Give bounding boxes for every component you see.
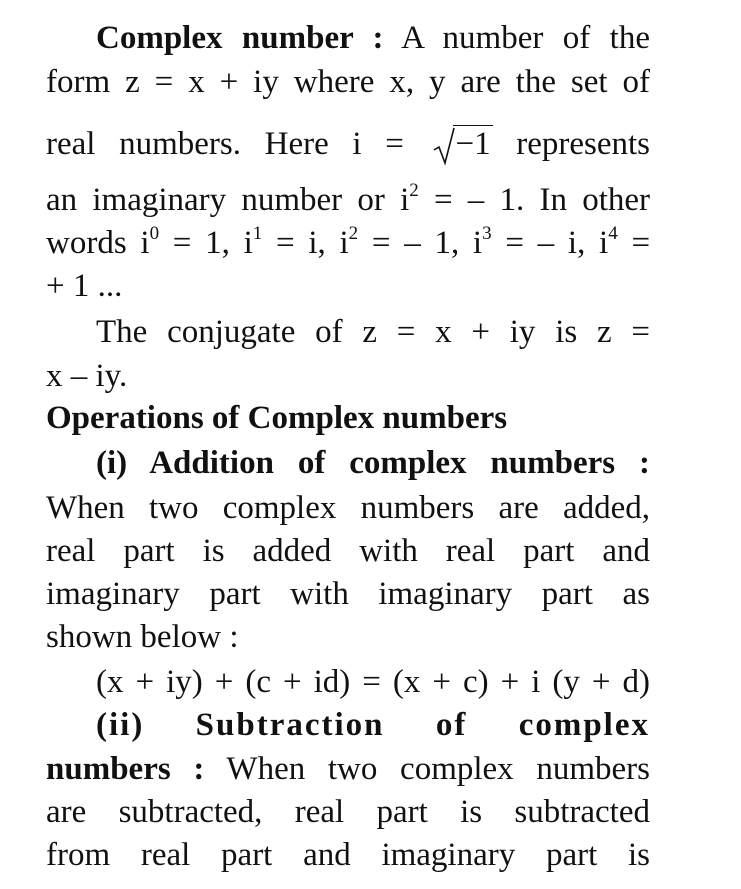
text: represents	[516, 126, 650, 162]
heading-text: Operations of Complex numbers	[46, 400, 508, 436]
paragraph-line	[46, 749, 650, 789]
superscript: 1	[252, 223, 263, 244]
paragraph-line	[46, 124, 650, 164]
paragraph-line: shown below :	[46, 619, 239, 655]
paragraph-line: + 1 ...	[46, 268, 123, 304]
radical-sign-icon	[433, 126, 455, 166]
superscript: 2	[409, 180, 419, 201]
heading-text: (ii) Subtraction of complex	[96, 707, 650, 743]
text: real numbers. Here i =	[46, 126, 404, 162]
formula-addition: (x + iy) + (c + id) = (x + c) + i (y + d)	[96, 664, 650, 700]
paragraph-line: x – iy.	[46, 358, 128, 394]
text: words i	[46, 225, 150, 261]
text: =	[631, 225, 651, 261]
superscript: 0	[149, 223, 160, 244]
text: = – 1, i	[371, 225, 483, 261]
superscript: 4	[608, 223, 618, 244]
heading-text: numbers :	[46, 751, 205, 787]
paragraph-line: form z = x + iy where x, y are the set of	[46, 64, 650, 100]
text: A number of the	[401, 20, 650, 56]
heading-text: (i) Addition of complex numbers :	[96, 445, 650, 481]
radicand: −1	[455, 126, 491, 162]
text: = – 1. In other	[433, 182, 651, 218]
subsection-heading-subtraction	[96, 705, 650, 745]
text: = i, i	[276, 225, 349, 261]
text: = – i, i	[505, 225, 609, 261]
paragraph-line: from real part and imaginary part is	[46, 837, 650, 873]
subsection-heading-addition	[96, 443, 650, 483]
paragraph-line	[96, 18, 650, 58]
square-root-expression	[433, 124, 492, 164]
paragraph-line: When two complex numbers are added,	[46, 490, 650, 526]
text: = 1, i	[172, 225, 253, 261]
term-complex-number: Complex number :	[96, 20, 384, 56]
paragraph-line	[46, 180, 650, 225]
paragraph-line: are subtracted, real part is subtracted	[46, 794, 650, 830]
paragraph-line: real part is added with real part and	[46, 533, 650, 569]
paragraph-line	[46, 223, 650, 268]
superscript: 2	[348, 223, 359, 244]
superscript: 3	[482, 223, 492, 244]
paragraph-line: The conjugate of z = x + iy is z =	[96, 314, 650, 350]
section-heading	[46, 398, 650, 438]
text: an imaginary number or i	[46, 182, 410, 218]
text: When two complex numbers	[226, 751, 650, 787]
paragraph-line: imaginary part with imaginary part as	[46, 576, 650, 612]
